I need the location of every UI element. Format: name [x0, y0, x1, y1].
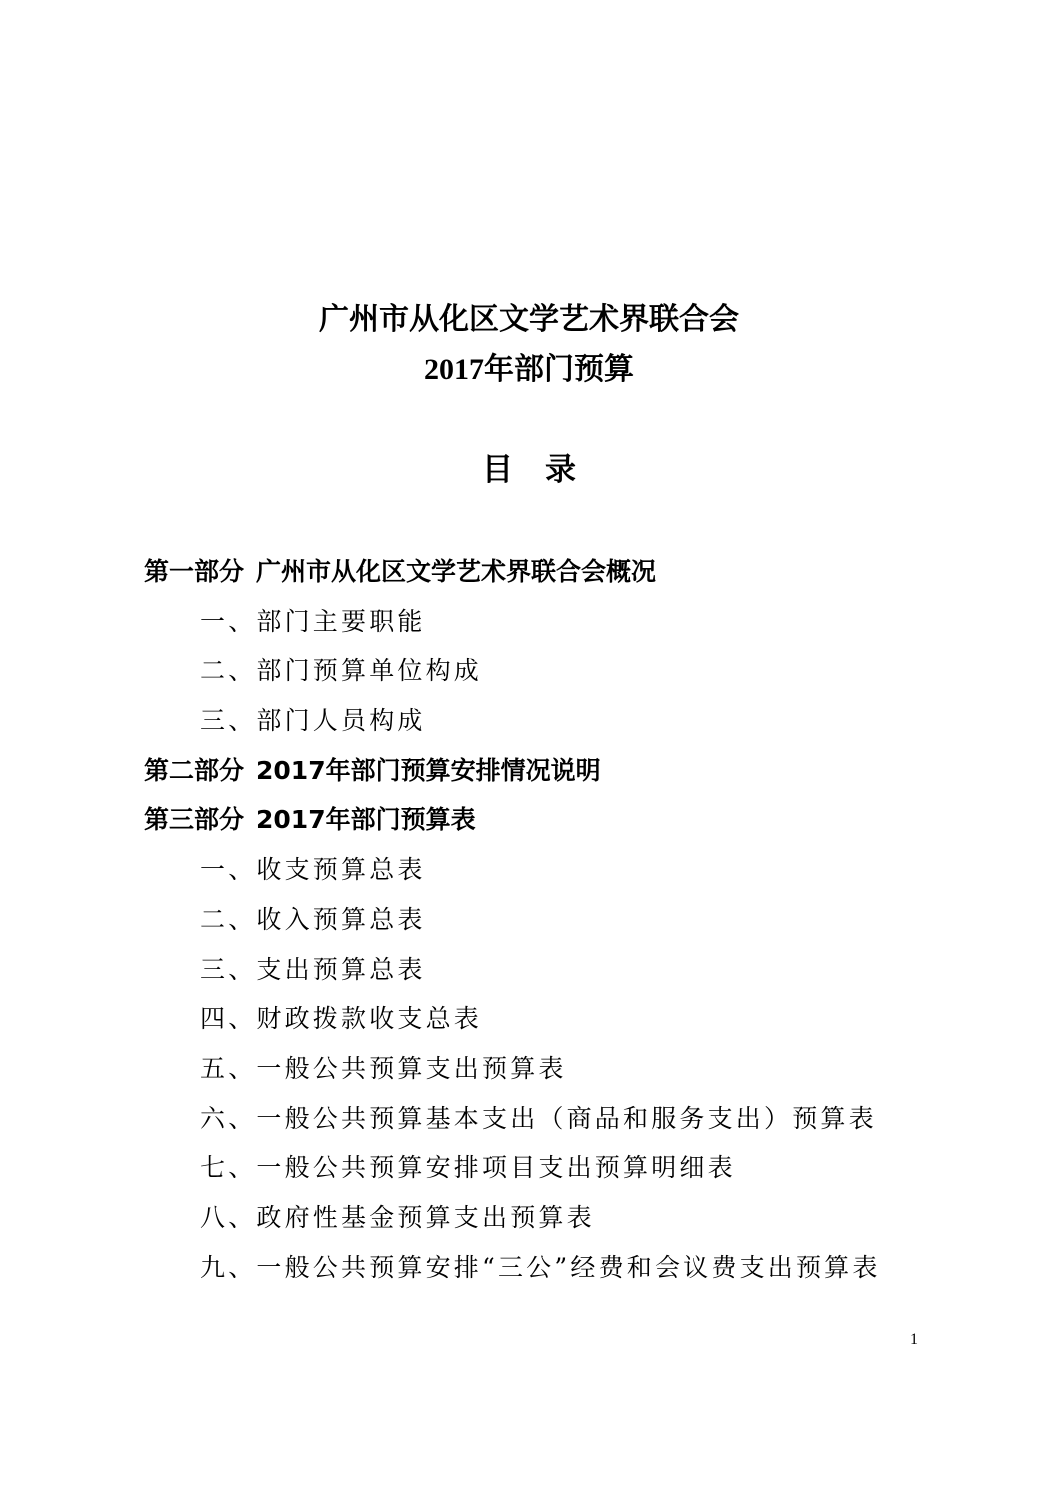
toc-item: 八、政府性基金预算支出预算表 — [200, 1202, 595, 1232]
toc-item: 六、一般公共预算基本支出（商品和服务支出）预算表 — [200, 1103, 877, 1133]
toc-heading: 目录 — [482, 452, 608, 488]
toc-part-title: 广州市从化区文学艺术界联合会概况 — [256, 557, 657, 586]
toc-part-number: 第三部分 — [144, 805, 245, 835]
toc-part-3 — [144, 798, 924, 848]
toc-part-title: 2017年部门预算表 — [256, 805, 476, 835]
table-of-contents — [144, 550, 924, 1295]
document-title: 广州市从化区文学艺术界联合会 — [319, 302, 739, 337]
toc-item: 五、一般公共预算支出预算表 — [200, 1053, 567, 1083]
page-number: 1 — [910, 1331, 918, 1348]
document-subtitle: 2017年部门预算 — [424, 353, 634, 386]
toc-item: 四、财政拨款收支总表 — [200, 1004, 483, 1034]
toc-item: 二、收入预算总表 — [200, 904, 426, 934]
toc-item: 一、部门主要职能 — [200, 606, 426, 636]
toc-item: 九、一般公共预算安排“三公”经费和会议费支出预算表 — [200, 1252, 881, 1282]
toc-part-1 — [144, 550, 924, 600]
toc-item: 二、部门预算单位构成 — [200, 656, 483, 686]
toc-item: 三、部门人员构成 — [200, 706, 426, 736]
toc-part-title: 2017年部门预算安排情况说明 — [256, 755, 601, 785]
toc-part-2 — [144, 749, 924, 799]
toc-item: 一、收支预算总表 — [200, 855, 426, 885]
toc-item: 三、支出预算总表 — [200, 954, 426, 984]
toc-part-number: 第一部分 — [144, 557, 245, 586]
toc-part-number: 第二部分 — [144, 755, 245, 785]
toc-item: 七、一般公共预算安排项目支出预算明细表 — [200, 1153, 736, 1183]
